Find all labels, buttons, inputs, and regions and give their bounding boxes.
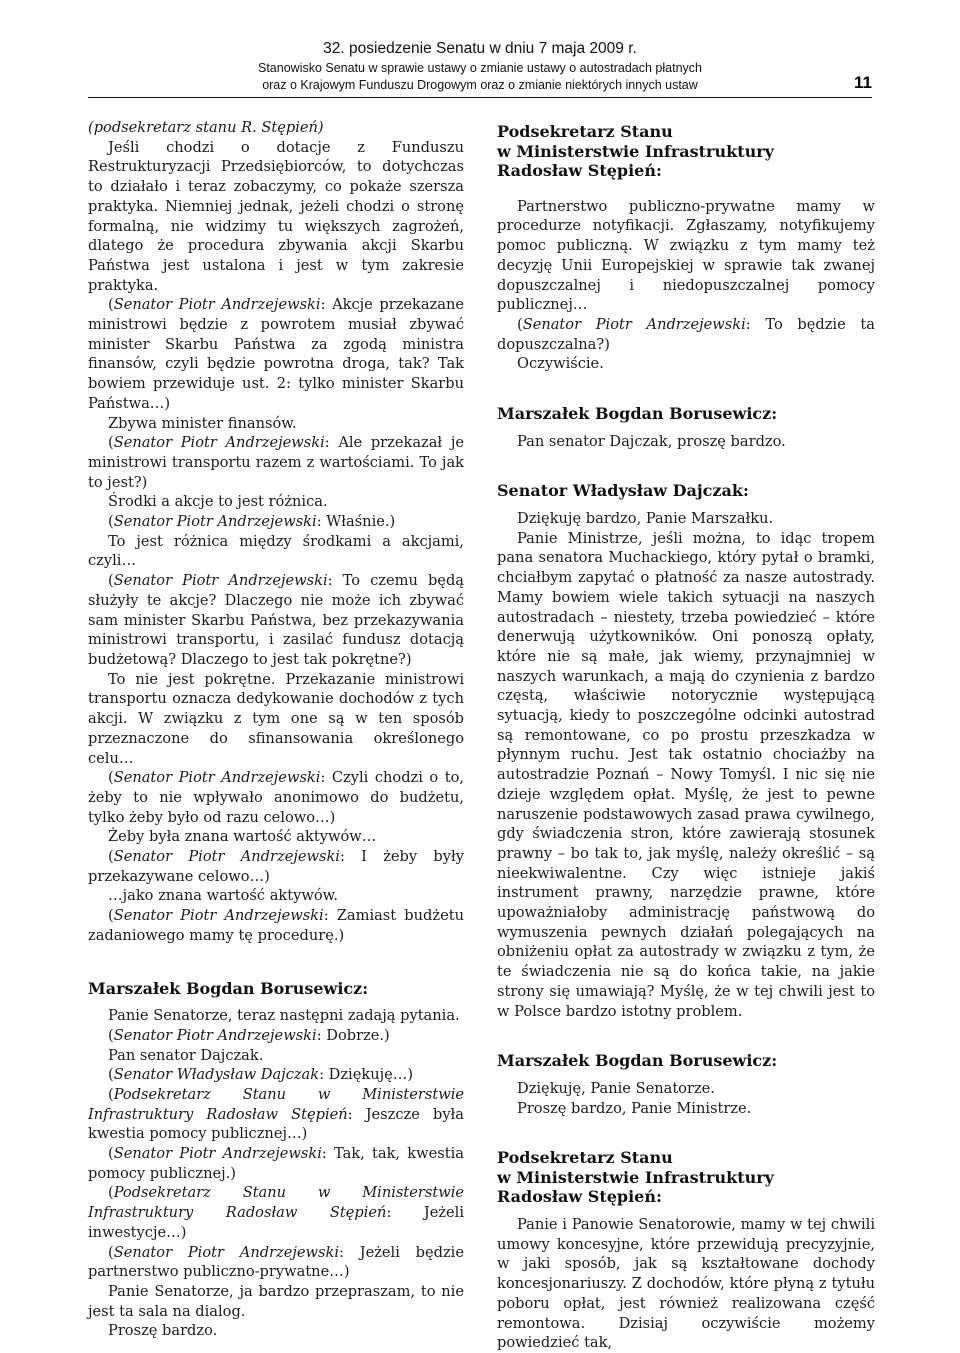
header-subtitle-line1: Stanowisko Senatu w sprawie ustawy o zmianie ustawy o autostradach płatnych — [258, 61, 702, 75]
interjection-text: : Dziękuję… — [319, 1066, 408, 1084]
interjection-text: : Właśnie. — [316, 513, 390, 531]
paragraph — [88, 118, 464, 138]
interjection-speaker: Senator Piotr Andrzejewski — [113, 1243, 340, 1261]
speaker-heading: Marszałek Bogdan Borusewicz: — [497, 404, 778, 424]
paragraph: Partnerstwo publiczno-prywatne mamy w procedurze notyfikacji. Zgłaszamy, notyfikujemy pomoc publiczną. W związku z tym mamy też decyzję Unii Europejskiej w sprawie tak zwanej dopuszczalnej i niedopuszczalnej pomocy publicznej… — [497, 197, 875, 314]
interjection-text: : I żeby były przekazywane celowo… — [88, 848, 464, 885]
speaker-continuation: (podsekretarz stanu R. Stępień) — [88, 119, 324, 136]
header-subtitle-line2: oraz o Krajowym Funduszu Drogowym oraz o zmianie niektórych innych ustaw — [262, 78, 698, 92]
interjection-speaker: Senator Piotr Andrzejewski — [113, 513, 317, 531]
interjection-text: : Akcje przekazane ministrowi będzie z powrotem musiał zbywać minister Skarbu Państwa za zgodą ministra finansów, czyli będzie powrotna droga, tak? Tak bowiem przewiduje ust. 2: tylko minister Skarbu Państwa… — [88, 296, 464, 412]
interjection-speaker: Senator Władysław Dajczak — [113, 1066, 320, 1084]
paragraph: (Senator Piotr Andrzejewski: I żeby były przekazywane celowo…) — [88, 848, 464, 885]
speaker-name: Radosław Stępień: — [497, 1187, 662, 1207]
interjection-speaker: Senator Piotr Andrzejewski — [113, 572, 328, 590]
interjection-text: : Czyli chodzi o to, żeby to nie wpływało anonimowo do budżetu, tylko żeby było od razu celowo… — [88, 769, 464, 826]
paragraph: To jest różnica między środkami a akcjami, czyli… — [88, 532, 464, 570]
paragraph: Proszę bardzo, Panie Ministrze. — [517, 1099, 752, 1117]
speaker-heading — [497, 1148, 875, 1207]
speaker-heading: Marszałek Bogdan Borusewicz: — [88, 978, 369, 998]
interjection-speaker: Senator Piotr Andrzejewski — [113, 296, 321, 314]
paragraph: Jeśli chodzi o dotacje z Funduszu Restrukturyzacji Przedsiębiorców, to dotychczas to działało i teraz zobaczymy, co pokaże szersza praktyka. Niemniej jednak, jeżeli chodzi o stronę formalną, nie widzimy tu większych zagrożeń, dlatego że procedura zbywania akcji Skarbu Państwa jest ustalona i jest w tym zakresie praktyka. — [88, 138, 464, 294]
paragraph: Dziękuję bardzo, Panie Marszałku. — [517, 510, 774, 527]
interjection-text: : To czemu będą służyły te akcje? Dlaczego nie może ich zbywać sam minister Skarbu Państwa, bez przekazywania ministrowi transportu, i zasilać fundusz dotacją budżetową? Dlaczego to jest tak pokrętne? — [88, 572, 464, 668]
paragraph: (Senator Piotr Andrzejewski: Zamiast budżetu zadaniowego mamy tę procedurę.) — [88, 907, 464, 944]
speaker-title: Podsekretarz Stanu — [497, 122, 673, 141]
page-number: 11 — [854, 73, 872, 92]
speaker-heading — [497, 122, 875, 181]
interjection-speaker: Senator Piotr Andrzejewski — [113, 1026, 317, 1044]
speaker-ministry: w Ministerstwie Infrastruktury — [497, 1167, 774, 1187]
paragraph: Oczywiście. — [517, 355, 604, 373]
interjection-speaker: Senator Piotr Andrzejewski — [522, 316, 746, 333]
speaker-heading: Senator Władysław Dajczak: — [497, 481, 749, 501]
speaker-ministry: w Ministerstwie Infrastruktury — [497, 141, 774, 161]
interjection-text: : Zamiast budżetu zadaniowego mamy tę procedurę. — [88, 907, 464, 944]
interjection-speaker: Podsekretarz Stanu w Ministerstwie Infrastruktury Radosław Stępień — [88, 1085, 464, 1123]
header-session-title: 32. posiedzenie Senatu w dniu 7 maja 2009 r. — [323, 40, 637, 57]
paragraph: (Senator Władysław Dajczak: Dziękuję…) — [108, 1066, 414, 1084]
header-rule — [88, 97, 872, 98]
paragraph: Panie Ministrze, jeśli można, to idąc tropem pana senatora Muchackiego, który pytał o bramki, chciałbym zapytać o płatność za nasze autostrady. Mamy bowiem wiele takich sytuacji na naszych autostradach – niestety, trzeba powiedzieć – które denerwują użytkowników. Oni ponoszą opłaty, które nie są małe, jak wiemy, przynajmniej w naszych warunkach, a mają do czynienia z bardzo częstą, właściwie notorycznie występującą sytuacją, kiedy to poszczególne odcinki autostrad są remontowane, co po prostu przeszkadza w płynnym ruchu. Jest tak ostatnio chociażby na autostradzie Poznań – Nowy Tomyśl. I nic się nie dzieje względem opłat. Myślę, że jest to pewne naruszenie podstawowych zasad prawa cywilnego, gdy świadczenia stron, które zawierają stosunek prawny – bo tak to, jak myślę, należy określić – są nieekwiwalentne. Czy więc istnieje jakiś instrument prawny, narzędzie prawne, które upoważniałoby administrację państwową do wymuszenia pewnych działań polegających na obniżeniu opłat za autostrady w związku z tym, że te świadczenia nie są do końca takie, na jakie strony się umawiają? Myślę, że w tej chwili jest to w Polsce bardzo istotny problem. — [497, 529, 875, 1020]
interjection-speaker: Senator Piotr Andrzejewski — [113, 769, 321, 787]
interjection-text: : Tak, tak, kwestia pomocy publicznej. — [88, 1145, 464, 1182]
paragraph: Żeby była znana wartość aktywów… — [108, 828, 377, 846]
interjection-text: : Ale przekazał je ministrowi transportu razem z wartościami. To jak to jest? — [88, 434, 464, 491]
paragraph: To nie jest pokrętne. Przekazanie ministrowi transportu oznacza dedykowanie dochodów z tych akcji. W związku z tym one są w ten sposób przeznaczone do sfinansowania określonego celu… — [88, 670, 464, 767]
interjection-speaker: Senator Piotr Andrzejewski — [113, 434, 325, 452]
paragraph: (Senator Piotr Andrzejewski: To będzie ta dopuszczalna?) — [497, 316, 875, 353]
paragraph: Panie Senatorze, ja bardzo przepraszam, to nie jest ta sala na dialog. — [88, 1282, 464, 1320]
paragraph: (Senator Piotr Andrzejewski: Akcje przekazane ministrowi będzie z powrotem musiał zbywać minister Skarbu Państwa za zgodą ministra finansów, czyli będzie powrotna droga, tak? Tak bowiem przewiduje ust. 2: tylko minister Skarbu Państwa…) — [88, 296, 464, 412]
interjection-text: : Jeżeli będzie partnerstwo publiczno-prywatne… — [88, 1243, 464, 1281]
paragraph: Proszę bardzo. — [108, 1322, 218, 1340]
interjection-speaker: Senator Piotr Andrzejewski — [113, 1145, 322, 1163]
interjection-text: : Dobrze. — [316, 1026, 385, 1044]
interjection-text: : To będzie ta dopuszczalna? — [497, 316, 875, 353]
paragraph: Środki a akcje to jest różnica. — [108, 493, 328, 511]
paragraph: (Senator Piotr Andrzejewski: Ale przekazał je ministrowi transportu razem z wartościami. To jak to jest?) — [88, 434, 464, 491]
paragraph: (Senator Piotr Andrzejewski: Właśnie.) — [108, 513, 396, 531]
interjection-text: : Jeszcze była kwestia pomocy publicznej… — [88, 1105, 464, 1143]
paragraph: (Podsekretarz Stanu w Ministerstwie Infrastruktury Radosław Stępień: Jeszcze była kwestia pomocy publicznej…) — [88, 1085, 464, 1143]
paragraph: …jako znana wartość aktywów. — [108, 887, 339, 905]
paragraph: Panie i Panowie Senatorowie, mamy w tej chwili umowy koncesyjne, które przewidują precyzyjnie, w jaki sposób, jak są kształtowane dochody koncesjonariuszy. Z dochodów, które płyną z tytułu poboru opłat, jest również realizowana część remontowa. Dzisiaj oczywiście możemy powiedzieć tak, — [497, 1216, 875, 1352]
interjection-speaker: Senator Piotr Andrzejewski — [113, 907, 324, 925]
speaker-title: Podsekretarz Stanu — [497, 1148, 673, 1168]
interjection-speaker: Senator Piotr Andrzejewski — [113, 848, 340, 866]
paragraph: Pan senator Dajczak. — [108, 1046, 264, 1064]
paragraph: (Senator Piotr Andrzejewski: Jeżeli będzie partnerstwo publiczno-prywatne…) — [88, 1243, 464, 1281]
paragraph: (Senator Piotr Andrzejewski: Tak, tak, kwestia pomocy publicznej.) — [88, 1145, 464, 1182]
paragraph: (Senator Piotr Andrzejewski: To czemu będą służyły te akcje? Dlaczego nie może ich zbywać sam minister Skarbu Państwa, bez przekazywania ministrowi transportu, i zasilać fundusz dotacją budżetową? Dlaczego to jest tak pokrętne?) — [88, 572, 464, 668]
interjection-speaker: Podsekretarz Stanu w Ministerstwie Infrastruktury Radosław Stępień — [88, 1184, 464, 1222]
interjection-text: : Jeżeli inwestycje… — [88, 1204, 465, 1241]
paragraph: Panie Senatorze, teraz następni zadają pytania. — [108, 1007, 460, 1025]
paragraph: (Senator Piotr Andrzejewski: Czyli chodzi o to, żeby to nie wpływało anonimowo do budżetu, tylko żeby było od razu celowo…) — [88, 769, 464, 826]
paragraph: Pan senator Dajczak, proszę bardzo. — [517, 432, 786, 450]
left-column — [88, 118, 464, 1341]
speaker-heading: Marszałek Bogdan Borusewicz: — [497, 1051, 778, 1071]
speaker-name: Radosław Stępień: — [497, 161, 662, 181]
paragraph: (Podsekretarz Stanu w Ministerstwie Infrastruktury Radosław Stępień: Jeżeli inwestycje…) — [88, 1184, 465, 1241]
paragraph: (Senator Piotr Andrzejewski: Dobrze.) — [108, 1026, 390, 1044]
paragraph: Zbywa minister finansów. — [108, 414, 297, 432]
right-column — [497, 118, 875, 1353]
paragraph: Dziękuję, Panie Senatorze. — [517, 1079, 715, 1097]
